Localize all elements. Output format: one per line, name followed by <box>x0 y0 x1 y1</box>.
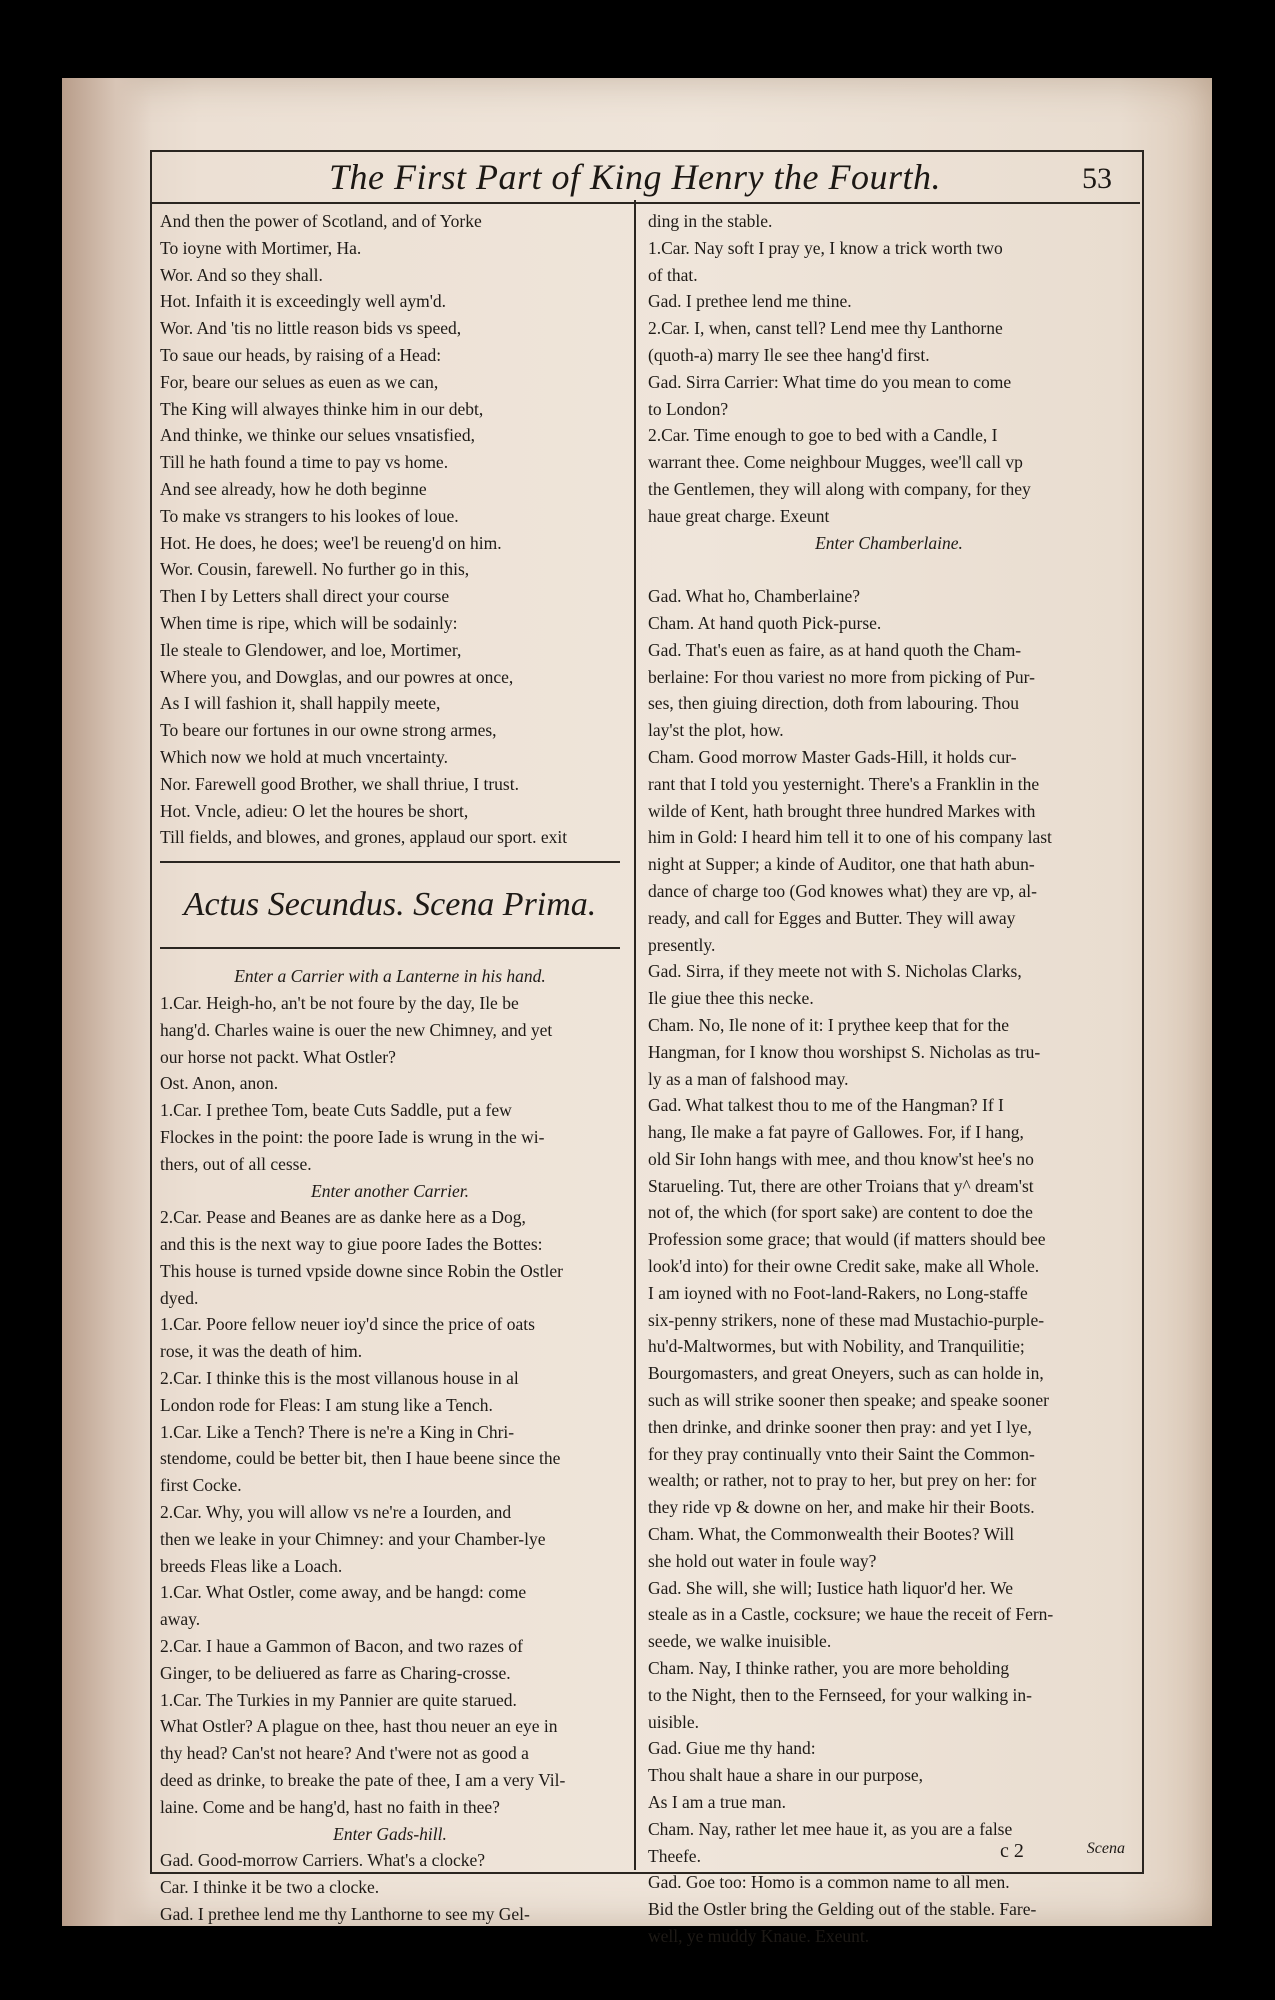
text-line: rose, it was the death of him. <box>160 1341 363 1362</box>
text-line: wealth; or rather, not to pray to her, but prey on her: for <box>648 1470 1037 1491</box>
text-line: steale as in a Castle, cocksure; we haue the receit of Fern- <box>648 1604 1054 1625</box>
text-line: 1.Car. What Ostler, come away, and be hangd: come <box>160 1582 527 1603</box>
text-line: to the Night, then to the Fernseed, for your walking in- <box>648 1684 1032 1705</box>
text-line: presently. <box>648 934 716 955</box>
text-line: Which now we hold at much vncertainty. <box>160 746 449 767</box>
text-line: seede, we walke inuisible. <box>648 1631 832 1652</box>
text-line: Enter Chamberlaine. <box>815 532 963 553</box>
text-line: 2.Car. Why, you will allow vs ne're a Iourden, and <box>160 1502 512 1523</box>
text-line: Theefe. <box>648 1845 701 1866</box>
text-line: Bourgomasters, and great Oneyers, such as can holde in, <box>648 1363 1044 1384</box>
text-line: (quoth-a) marry Ile see thee hang'd first. <box>648 344 930 365</box>
text-line: The King will alwayes thinke him in our debt, <box>160 398 484 419</box>
text-line: 1.Car. I prethee Tom, beate Cuts Saddle, put a few <box>160 1100 512 1121</box>
text-line: old Sir Iohn hangs with mee, and thou know'st hee's no <box>648 1148 1034 1169</box>
text-line: Ile giue thee this necke. <box>648 988 814 1009</box>
text-line: 2.Car. I haue a Gammon of Bacon, and two razes of <box>160 1636 524 1657</box>
text-line: dyed. <box>160 1287 199 1308</box>
text-line: uisible. <box>648 1711 700 1732</box>
text-line: Enter Gads-hill. <box>333 1823 447 1844</box>
text-line: well, ye muddy Knaue. Exeunt. <box>648 1926 870 1946</box>
text-line: Cham. At hand quoth Pick-purse. <box>648 612 882 633</box>
text-line: wilde of Kent, hath brought three hundred Markes with <box>648 800 1036 821</box>
text-line: Thou shalt haue a share in our purpose, <box>648 1765 924 1786</box>
text-line: Cham. What, the Commonwealth their Bootes? Will <box>648 1524 1015 1545</box>
text-line: Till fields, and blowes, and grones, applaud our sport. exit <box>160 827 568 848</box>
text-line: hang'd. Charles waine is ouer the new Chimney, and yet <box>160 1019 553 1040</box>
left-column <box>160 208 620 1928</box>
text-line: him in Gold: I heard him tell it to one of his company last <box>648 827 1052 848</box>
text-line: six-penny strikers, none of these mad Mustachio-purple- <box>648 1309 1045 1330</box>
text-line: Flockes in the point: the poore Iade is wrung in the wi- <box>160 1126 545 1147</box>
right-column <box>648 208 1130 1950</box>
text-line: 1.Car. Poore fellow neuer ioy'd since the price of oats <box>160 1314 535 1335</box>
text-line: lay'st the plot, how. <box>648 720 784 741</box>
text-line: Then I by Letters shall direct your course <box>160 586 450 607</box>
column-divider <box>634 200 636 1870</box>
act-heading: Actus Secundus. Scena Prima. <box>160 861 620 949</box>
text-line: Gad. Sirra Carrier: What time do you mean to come <box>648 371 1012 392</box>
page-number: 53 <box>1082 162 1112 195</box>
text-line: Hot. Vncle, adieu: O let the houres be short, <box>160 800 469 821</box>
text-line: Profession some grace; that would (if matters should bee <box>648 1229 1046 1250</box>
text-line: When time is ripe, which will be sodainly: <box>160 612 458 633</box>
text-line: ready, and call for Egges and Butter. They will away <box>648 907 1016 928</box>
text-line: Gad. What ho, Chamberlaine? <box>648 586 861 607</box>
text-line: Nor. Farewell good Brother, we shall thriue, I trust. <box>160 773 519 794</box>
text-line <box>648 556 1130 583</box>
text-line: she hold out water in foule way? <box>648 1550 877 1571</box>
text-line: ding in the stable. <box>648 211 773 231</box>
text-line: to London? <box>648 398 729 419</box>
text-line: What Ostler? A plague on thee, hast thou neuer an eye in <box>160 1716 558 1737</box>
text-line: As I will fashion it, shall happily meete, <box>160 693 441 714</box>
text-line: I am ioyned with no Foot-land-Rakers, no Long-staffe <box>648 1282 1028 1303</box>
text-line: Gad. What talkest thou to me of the Hangman? If I <box>648 1095 1004 1116</box>
text-line: haue great charge. Exeunt <box>648 505 830 526</box>
text-line: Cham. Nay, rather let mee haue it, as you are a false <box>648 1818 1013 1839</box>
text-line: night at Supper; a kinde of Auditor, one that hath abun- <box>648 854 1035 875</box>
text-line: Cham. No, Ile none of it: I prythee keep that for the <box>648 1014 1010 1035</box>
text-line: and this is the next way to giue poore Iades the Bottes: <box>160 1234 543 1255</box>
text-line: Wor. Cousin, farewell. No further go in this, <box>160 559 470 580</box>
text-line: 2.Car. Pease and Beanes are as danke here as a Dog, <box>160 1207 526 1228</box>
text-line: then we leake in your Chimney: and your Chamber-lye <box>160 1528 546 1549</box>
text-line: Car. I thinke it be two a clocke. <box>160 1877 380 1898</box>
text-line: Bid the Ostler bring the Gelding out of the stable. Fare- <box>648 1899 1037 1920</box>
text-line: first Cocke. <box>160 1475 242 1496</box>
signature-mark: c 2 <box>1000 1840 1024 1862</box>
text-line: Starueling. Tut, there are other Troians that y^ dream'st <box>648 1175 1034 1196</box>
catchword: Scena <box>1086 1840 1125 1857</box>
text-line: 2.Car. I thinke this is the most villanous house in al <box>160 1368 519 1389</box>
text-line: our horse not packt. What Ostler? <box>160 1046 396 1067</box>
text-line: breeds Fleas like a Loach. <box>160 1555 343 1576</box>
text-line: To make vs strangers to his lookes of loue. <box>160 505 459 526</box>
text-line: Hangman, for I know thou worshipst S. Nicholas as tru- <box>648 1041 1041 1062</box>
left-column-text-top <box>160 208 620 851</box>
text-line: To ioyne with Mortimer, Ha. <box>160 237 362 258</box>
text-line: Cham. Nay, I thinke rather, you are more beholding <box>648 1658 1010 1679</box>
text-line: hang, Ile make a fat payre of Gallowes. For, if I hang, <box>648 1122 1024 1143</box>
text-line: Hot. Infaith it is exceedingly well aym'd. <box>160 291 446 312</box>
text-line: not of, the which (for sport sake) are content to doe the <box>648 1202 1033 1223</box>
text-line: And see already, how he doth beginne <box>160 478 427 499</box>
text-line: Enter a Carrier with a Lanterne in his hand. <box>234 966 546 987</box>
text-line: 2.Car. I, when, canst tell? Lend mee thy Lanthorne <box>648 318 1003 339</box>
text-line: Wor. And so they shall. <box>160 264 323 285</box>
text-line: Gad. Goe too: Homo is a common name to all men. <box>648 1872 1010 1893</box>
text-line: Gad. Giue me thy hand: <box>648 1738 816 1759</box>
text-line: the Gentlemen, they will along with company, for they <box>648 478 1031 499</box>
text-line: Gad. That's euen as faire, as at hand quoth the Cham- <box>648 639 1022 660</box>
text-line: stendome, could be better bit, then I haue beene since the <box>160 1448 561 1469</box>
text-line: And thinke, we thinke our selues vnsatisfied, <box>160 425 475 446</box>
text-line: berlaine: For thou variest no more from picking of Pur- <box>648 666 1035 687</box>
text-line: Ile steale to Glendower, and loe, Mortimer, <box>160 639 462 660</box>
left-column-text-bottom <box>160 963 620 1928</box>
text-line: for they pray continually vnto their Saint the Common- <box>648 1443 1035 1464</box>
text-line: Till he hath found a time to pay vs home. <box>160 452 449 473</box>
text-line: Gad. Sirra, if they meete not with S. Nicholas Clarks, <box>648 961 1022 982</box>
text-line: As I am a true man. <box>648 1792 787 1813</box>
text-line: Gad. I prethee lend me thy Lanthorne to see my Gel- <box>160 1904 530 1925</box>
text-line: 1.Car. Like a Tench? There is ne're a King in Chri- <box>160 1421 515 1442</box>
text-line: Hot. He does, he does; wee'l be reueng'd on him. <box>160 532 502 553</box>
right-column-text <box>648 208 1130 1950</box>
text-line: Wor. And 'tis no little reason bids vs speed, <box>160 318 462 339</box>
text-line: To saue our heads, by raising of a Head: <box>160 344 442 365</box>
text-line: then drinke, and drinke sooner then pray: and yet I lye, <box>648 1416 1032 1437</box>
text-line: Gad. Good-morrow Carriers. What's a clocke? <box>160 1850 486 1871</box>
text-line: warrant thee. Come neighbour Mugges, wee'll call vp <box>648 452 1023 473</box>
text-line: 1.Car. The Turkies in my Pannier are quite starued. <box>160 1689 517 1710</box>
text-line: they ride vp & downe on her, and make hir their Boots. <box>648 1497 1035 1518</box>
text-line: 1.Car. Heigh-ho, an't be not foure by the day, Ile be <box>160 992 519 1013</box>
text-line: deed as drinke, to breake the pate of thee, I am a very Vil- <box>160 1770 566 1791</box>
text-line: away. <box>160 1609 201 1630</box>
text-line: Ost. Anon, anon. <box>160 1073 279 1094</box>
text-line: Where you, and Dowglas, and our powres at once, <box>160 666 514 687</box>
text-line: laine. Come and be hang'd, hast no faith in thee? <box>160 1796 500 1817</box>
text-line: ses, then giuing direction, doth from labouring. Thou <box>648 693 1020 714</box>
text-line: rant that I told you yesternight. There's a Franklin in the <box>648 773 1040 794</box>
text-line: Enter another Carrier. <box>311 1180 469 1201</box>
text-line: thy head? Can'st not heare? And t'were not as good a <box>160 1743 529 1764</box>
text-line: dance of charge too (God knowes what) they are vp, al- <box>648 880 1037 901</box>
page-header <box>150 150 1140 204</box>
text-line: 2.Car. Time enough to goe to bed with a Candle, I <box>648 425 998 446</box>
text-line: Ginger, to be deliuered as farre as Charing-crosse. <box>160 1662 511 1683</box>
page-gutter <box>62 78 152 1926</box>
text-line: look'd into) for their owne Credit sake, make all Whole. <box>648 1256 1040 1277</box>
running-title: The First Part of King Henry the Fourth. <box>329 157 941 197</box>
text-line: This house is turned vpside downe since Robin the Ostler <box>160 1260 563 1281</box>
text-line: For, beare our selues as euen as we can, <box>160 371 439 392</box>
text-line: Cham. Good morrow Master Gads-Hill, it holds cur- <box>648 746 1017 767</box>
text-line: Gad. She will, she will; Iustice hath liquor'd her. We <box>648 1577 1013 1598</box>
text-line: such as will strike sooner then speake; and speake sooner <box>648 1390 1049 1411</box>
text-line: To beare our fortunes in our owne strong armes, <box>160 720 497 741</box>
text-line: ly as a man of falshood may. <box>648 1068 849 1089</box>
text-line: London rode for Fleas: I am stung like a Tench. <box>160 1394 493 1415</box>
text-line: thers, out of all cesse. <box>160 1153 312 1174</box>
text-line: Gad. I prethee lend me thine. <box>648 291 852 312</box>
text-line: And then the power of Scotland, and of Yorke <box>160 211 482 231</box>
text-line: hu'd-Maltwormes, but with Nobility, and Tranquilitie; <box>648 1336 1025 1357</box>
text-line: of that. <box>648 264 698 285</box>
text-line: 1.Car. Nay soft I pray ye, I know a trick worth two <box>648 237 1003 258</box>
